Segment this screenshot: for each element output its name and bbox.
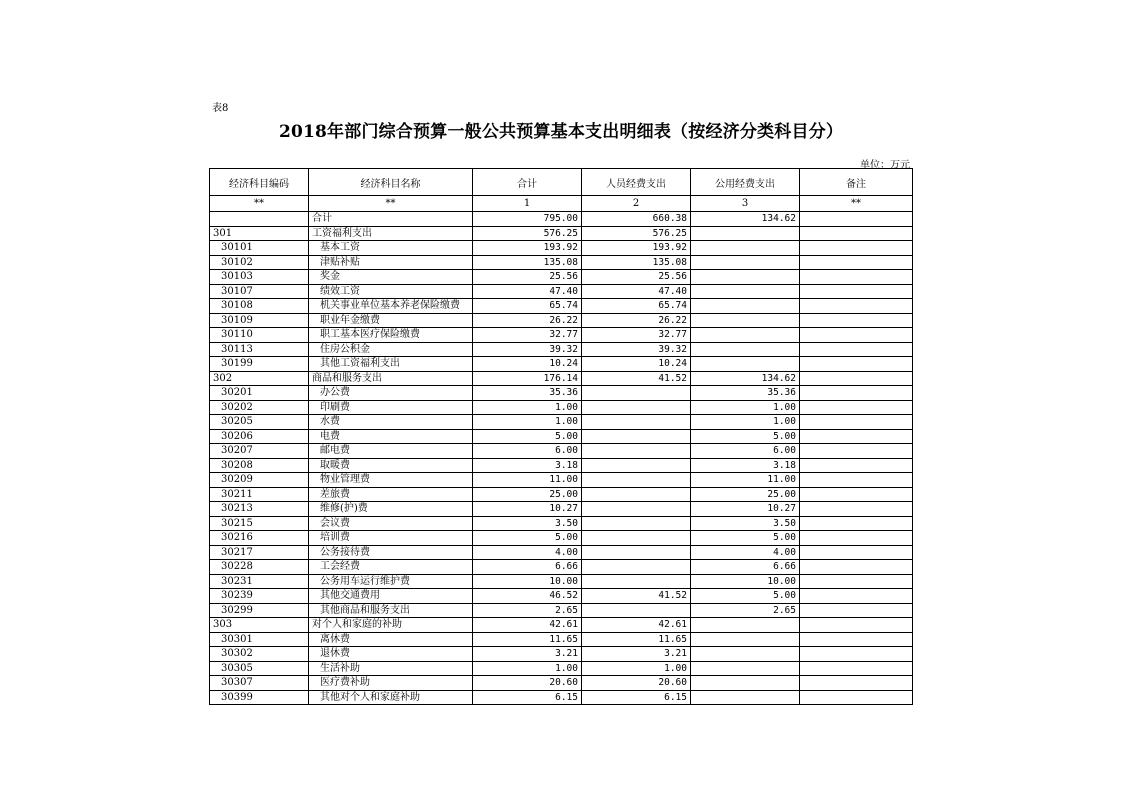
table-row (210, 473, 913, 488)
personnel-cell (582, 516, 691, 531)
personnel-cell (582, 603, 691, 618)
public-cell (691, 255, 800, 270)
remark-cell (800, 574, 913, 589)
public-cell (691, 226, 800, 241)
total-cell: 47.40 (473, 284, 582, 299)
code-cell: 30213 (210, 502, 309, 517)
personnel-cell (582, 473, 691, 488)
total-cell: 10.24 (473, 357, 582, 372)
total-cell: 6.15 (473, 690, 582, 705)
name-cell: 绩效工资 (309, 284, 473, 299)
code-cell: 30301 (210, 632, 309, 647)
index-row (210, 196, 913, 212)
public-cell: 2.65 (691, 603, 800, 618)
table-row (210, 632, 913, 647)
public-cell: 3.18 (691, 458, 800, 473)
personnel-cell: 47.40 (582, 284, 691, 299)
table-row (210, 458, 913, 473)
total-cell: 10.00 (473, 574, 582, 589)
remark-cell (800, 429, 913, 444)
total-cell: 32.77 (473, 328, 582, 343)
table-row (210, 487, 913, 502)
table-row (210, 676, 913, 691)
personnel-cell (582, 502, 691, 517)
page-title: 2018年部门综合预算一般公共预算基本支出明细表（按经济分类科目分） (278, 122, 844, 142)
public-cell: 6.66 (691, 560, 800, 575)
table-row (210, 386, 913, 401)
remark-cell (800, 589, 913, 604)
table-row (210, 603, 913, 618)
name-cell: 工会经费 (309, 560, 473, 575)
name-cell: 会议费 (309, 516, 473, 531)
code-cell: 30101 (210, 241, 309, 256)
code-cell: 30209 (210, 473, 309, 488)
table-row (210, 647, 913, 662)
personnel-cell (582, 487, 691, 502)
name-cell: 印刷费 (309, 400, 473, 415)
code-cell: 30215 (210, 516, 309, 531)
remark-cell (800, 444, 913, 459)
code-cell: 30302 (210, 647, 309, 662)
code-cell: 30211 (210, 487, 309, 502)
index-cell: 3 (691, 196, 800, 212)
personnel-cell (582, 574, 691, 589)
table-row (210, 531, 913, 546)
name-cell: 离休费 (309, 632, 473, 647)
table-row (210, 574, 913, 589)
code-cell: 30307 (210, 676, 309, 691)
table-row (210, 371, 913, 386)
table-row (210, 502, 913, 517)
code-cell: 30109 (210, 313, 309, 328)
code-cell: 30102 (210, 255, 309, 270)
personnel-cell: 6.15 (582, 690, 691, 705)
personnel-cell: 11.65 (582, 632, 691, 647)
table-row (210, 400, 913, 415)
public-cell (691, 284, 800, 299)
table-row (210, 328, 913, 343)
name-cell: 机关事业单位基本养老保险缴费 (309, 299, 473, 314)
name-cell: 商品和服务支出 (309, 371, 473, 386)
total-cell: 11.00 (473, 473, 582, 488)
personnel-cell: 1.00 (582, 661, 691, 676)
remark-cell (800, 618, 913, 633)
remark-cell (800, 212, 913, 227)
name-cell: 其他工资福利支出 (309, 357, 473, 372)
code-cell: 30208 (210, 458, 309, 473)
name-cell: 培训费 (309, 531, 473, 546)
remark-cell (800, 357, 913, 372)
table-number: 表8 (212, 103, 229, 114)
index-cell: 2 (582, 196, 691, 212)
total-cell: 193.92 (473, 241, 582, 256)
table-body (210, 212, 913, 705)
personnel-cell (582, 415, 691, 430)
name-cell: 水费 (309, 415, 473, 430)
public-cell: 134.62 (691, 371, 800, 386)
remark-cell (800, 516, 913, 531)
remark-cell (800, 531, 913, 546)
table-row (210, 444, 913, 459)
header-public: 公用经费支出 (691, 169, 800, 196)
name-cell: 取暖费 (309, 458, 473, 473)
code-cell: 30399 (210, 690, 309, 705)
budget-table (209, 168, 913, 705)
code-cell: 302 (210, 371, 309, 386)
code-cell: 30299 (210, 603, 309, 618)
total-cell: 26.22 (473, 313, 582, 328)
table-row (210, 255, 913, 270)
total-cell: 39.32 (473, 342, 582, 357)
public-cell: 5.00 (691, 429, 800, 444)
name-cell: 奖金 (309, 270, 473, 285)
index-cell: ** (210, 196, 309, 212)
code-cell: 30202 (210, 400, 309, 415)
header-total: 合计 (473, 169, 582, 196)
public-cell (691, 328, 800, 343)
header-personnel: 人员经费支出 (582, 169, 691, 196)
unit-label: 单位：万元 (860, 160, 910, 171)
table-row (210, 299, 913, 314)
personnel-cell: 135.08 (582, 255, 691, 270)
remark-cell (800, 328, 913, 343)
total-cell: 4.00 (473, 545, 582, 560)
table-row (210, 342, 913, 357)
code-cell: 30201 (210, 386, 309, 401)
code-cell: 30103 (210, 270, 309, 285)
total-cell: 795.00 (473, 212, 582, 227)
remark-cell (800, 632, 913, 647)
personnel-cell (582, 458, 691, 473)
public-cell (691, 299, 800, 314)
remark-cell (800, 342, 913, 357)
header-remark: 备注 (800, 169, 913, 196)
name-cell: 工资福利支出 (309, 226, 473, 241)
total-cell: 25.56 (473, 270, 582, 285)
code-cell: 30305 (210, 661, 309, 676)
code-cell: 30231 (210, 574, 309, 589)
code-cell: 30216 (210, 531, 309, 546)
personnel-cell: 65.74 (582, 299, 691, 314)
table-row (210, 429, 913, 444)
code-cell: 30107 (210, 284, 309, 299)
total-cell: 65.74 (473, 299, 582, 314)
code-cell (210, 212, 309, 227)
public-cell (691, 661, 800, 676)
name-cell: 医疗费补助 (309, 676, 473, 691)
total-cell: 1.00 (473, 400, 582, 415)
name-cell: 退休费 (309, 647, 473, 662)
personnel-cell (582, 444, 691, 459)
public-cell: 1.00 (691, 400, 800, 415)
personnel-cell: 26.22 (582, 313, 691, 328)
table-row (210, 661, 913, 676)
public-cell: 6.00 (691, 444, 800, 459)
code-cell: 30199 (210, 357, 309, 372)
remark-cell (800, 487, 913, 502)
remark-cell (800, 313, 913, 328)
code-cell: 303 (210, 618, 309, 633)
name-cell: 公务用车运行维护费 (309, 574, 473, 589)
personnel-cell (582, 386, 691, 401)
total-cell: 3.21 (473, 647, 582, 662)
total-cell: 6.00 (473, 444, 582, 459)
personnel-cell: 41.52 (582, 371, 691, 386)
total-cell: 5.00 (473, 531, 582, 546)
public-cell: 5.00 (691, 589, 800, 604)
personnel-cell: 3.21 (582, 647, 691, 662)
personnel-cell: 32.77 (582, 328, 691, 343)
name-cell: 差旅费 (309, 487, 473, 502)
personnel-cell: 20.60 (582, 676, 691, 691)
index-cell: ** (800, 196, 913, 212)
table-row (210, 690, 913, 705)
code-cell: 30207 (210, 444, 309, 459)
public-cell: 10.00 (691, 574, 800, 589)
header-name: 经济科目名称 (309, 169, 473, 196)
name-cell: 物业管理费 (309, 473, 473, 488)
public-cell (691, 647, 800, 662)
remark-cell (800, 299, 913, 314)
total-cell: 25.00 (473, 487, 582, 502)
index-cell: ** (309, 196, 473, 212)
personnel-cell: 41.52 (582, 589, 691, 604)
table-row (210, 284, 913, 299)
name-cell: 基本工资 (309, 241, 473, 256)
name-cell: 津贴补贴 (309, 255, 473, 270)
public-cell: 1.00 (691, 415, 800, 430)
table-row (210, 270, 913, 285)
name-cell: 其他商品和服务支出 (309, 603, 473, 618)
public-cell (691, 270, 800, 285)
table-row (210, 241, 913, 256)
total-cell: 42.61 (473, 618, 582, 633)
total-cell: 5.00 (473, 429, 582, 444)
remark-cell (800, 458, 913, 473)
total-cell: 11.65 (473, 632, 582, 647)
public-cell: 10.27 (691, 502, 800, 517)
name-cell: 其他对个人和家庭补助 (309, 690, 473, 705)
personnel-cell (582, 545, 691, 560)
public-cell: 35.36 (691, 386, 800, 401)
name-cell: 生活补助 (309, 661, 473, 676)
name-cell: 邮电费 (309, 444, 473, 459)
remark-cell (800, 371, 913, 386)
code-cell: 301 (210, 226, 309, 241)
header-row (210, 169, 913, 196)
table-row (210, 545, 913, 560)
remark-cell (800, 473, 913, 488)
code-cell: 30113 (210, 342, 309, 357)
remark-cell (800, 545, 913, 560)
remark-cell (800, 502, 913, 517)
public-cell (691, 342, 800, 357)
remark-cell (800, 560, 913, 575)
total-cell: 46.52 (473, 589, 582, 604)
public-cell (691, 241, 800, 256)
personnel-cell: 39.32 (582, 342, 691, 357)
personnel-cell (582, 560, 691, 575)
total-cell: 3.18 (473, 458, 582, 473)
name-cell: 其他交通费用 (309, 589, 473, 604)
total-cell: 35.36 (473, 386, 582, 401)
code-cell: 30217 (210, 545, 309, 560)
public-cell: 4.00 (691, 545, 800, 560)
name-cell: 维修(护)费 (309, 502, 473, 517)
code-cell: 30228 (210, 560, 309, 575)
code-cell: 30108 (210, 299, 309, 314)
total-cell: 10.27 (473, 502, 582, 517)
remark-cell (800, 676, 913, 691)
personnel-cell: 10.24 (582, 357, 691, 372)
remark-cell (800, 241, 913, 256)
code-cell: 30206 (210, 429, 309, 444)
personnel-cell: 193.92 (582, 241, 691, 256)
personnel-cell: 42.61 (582, 618, 691, 633)
remark-cell (800, 690, 913, 705)
total-cell: 1.00 (473, 661, 582, 676)
remark-cell (800, 226, 913, 241)
name-cell: 合计 (309, 212, 473, 227)
code-cell: 30239 (210, 589, 309, 604)
remark-cell (800, 270, 913, 285)
public-cell (691, 618, 800, 633)
remark-cell (800, 400, 913, 415)
table-row (210, 226, 913, 241)
remark-cell (800, 255, 913, 270)
table-row (210, 618, 913, 633)
total-cell: 135.08 (473, 255, 582, 270)
name-cell: 办公费 (309, 386, 473, 401)
personnel-cell: 576.25 (582, 226, 691, 241)
index-cell: 1 (473, 196, 582, 212)
remark-cell (800, 386, 913, 401)
code-cell: 30110 (210, 328, 309, 343)
total-cell: 1.00 (473, 415, 582, 430)
remark-cell (800, 284, 913, 299)
table-row (210, 589, 913, 604)
personnel-cell: 660.38 (582, 212, 691, 227)
total-cell: 20.60 (473, 676, 582, 691)
public-cell: 134.62 (691, 212, 800, 227)
personnel-cell (582, 400, 691, 415)
name-cell: 职业年金缴费 (309, 313, 473, 328)
header-code: 经济科目编码 (210, 169, 309, 196)
public-cell (691, 313, 800, 328)
total-cell: 576.25 (473, 226, 582, 241)
table-row (210, 313, 913, 328)
remark-cell (800, 647, 913, 662)
public-cell (691, 676, 800, 691)
table-row (210, 516, 913, 531)
public-cell (691, 357, 800, 372)
personnel-cell (582, 531, 691, 546)
public-cell (691, 632, 800, 647)
name-cell: 对个人和家庭的补助 (309, 618, 473, 633)
remark-cell (800, 415, 913, 430)
personnel-cell: 25.56 (582, 270, 691, 285)
remark-cell (800, 661, 913, 676)
table-row (210, 560, 913, 575)
name-cell: 公务接待费 (309, 545, 473, 560)
personnel-cell (582, 429, 691, 444)
total-cell: 6.66 (473, 560, 582, 575)
table-row (210, 415, 913, 430)
total-cell: 2.65 (473, 603, 582, 618)
code-cell: 30205 (210, 415, 309, 430)
public-cell: 25.00 (691, 487, 800, 502)
table-row (210, 357, 913, 372)
name-cell: 电费 (309, 429, 473, 444)
table-row (210, 212, 913, 227)
total-cell: 3.50 (473, 516, 582, 531)
public-cell: 5.00 (691, 531, 800, 546)
name-cell: 职工基本医疗保险缴费 (309, 328, 473, 343)
public-cell (691, 690, 800, 705)
public-cell: 11.00 (691, 473, 800, 488)
remark-cell (800, 603, 913, 618)
total-cell: 176.14 (473, 371, 582, 386)
public-cell: 3.50 (691, 516, 800, 531)
name-cell: 住房公积金 (309, 342, 473, 357)
